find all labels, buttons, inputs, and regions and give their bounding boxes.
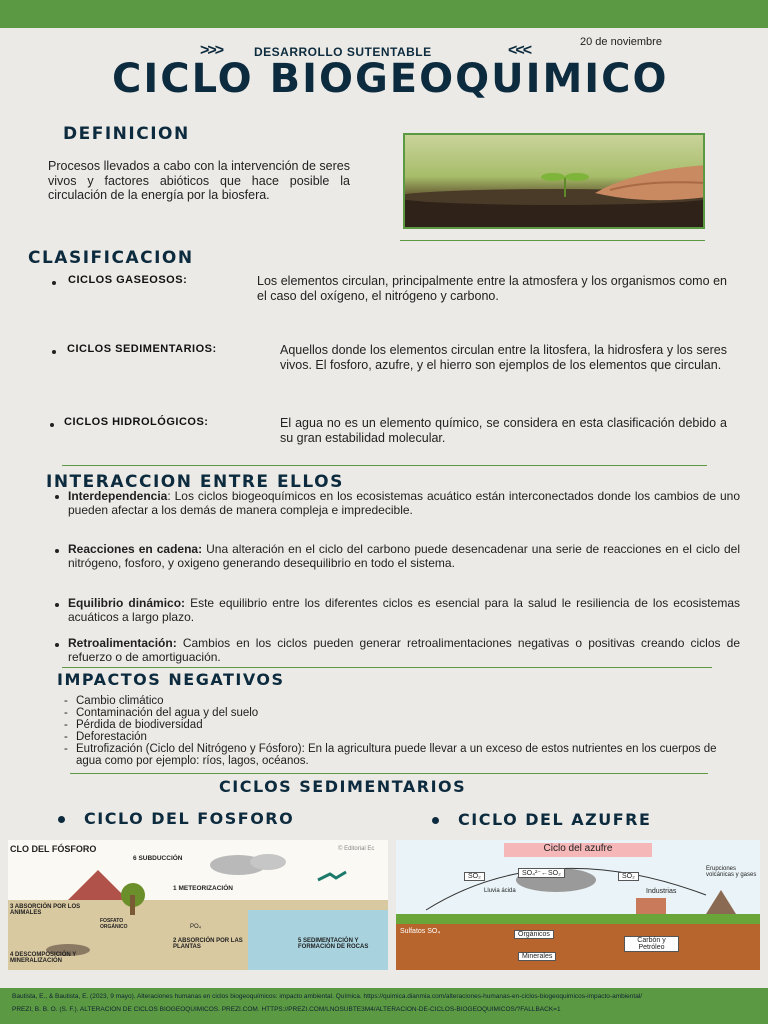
label-text: ABSORCIÓN POR LAS PLANTAS [173,938,243,950]
desc-hidrologicos: El agua no es un elemento químico, se considera en esta clasificación debido a su gran estabilidad molecular. [280,416,727,445]
label-number: 5 [298,938,302,944]
divider [400,240,705,241]
references-footer [0,988,768,1024]
list-item: - Pérdida de biodiversidad [64,719,744,731]
bullet [52,350,56,354]
diag-label: SO₂ [464,872,485,881]
bullet [55,495,59,499]
interaccion-term: Equilibrio dinámico: [68,596,186,610]
label-number: 3 [10,904,14,910]
interaccion-item [68,543,740,570]
subtitle: DESARROLLO SUTENTABLE [254,45,432,59]
bullet [55,549,59,553]
label-text: ABSORCIÓN POR LOS ANIMALES [10,904,81,916]
clasificacion-heading: CLASIFICACION [28,248,194,268]
diag-label [298,938,386,950]
diag-label: Minerales [518,952,556,961]
label-text: SUBDUCCIÓN [138,855,183,862]
impactos-list [64,695,744,767]
diag-label: Carbón y Petróleo [624,936,679,952]
diag-label: Industrias [646,888,677,895]
bullet [58,816,65,823]
interaccion-term: Interdependencia [68,489,168,503]
interaccion-item [68,637,740,664]
list-item: - Cambio climático [64,695,744,707]
interaccion-desc: Una alteración en el ciclo del carbono puede desencadenar una serie de reacciones en el ciclo del nitrógeno, fosforo, y oxigeno generando desequilibrio en todo el sistema. [68,542,740,570]
diag-label [10,904,105,916]
list-item: - Deforestación [64,731,744,743]
bullet [55,643,59,647]
fosforo-diagram-title: CLO DEL FÓSFORO [10,844,97,854]
label-number: 6 [133,855,137,862]
diag-label: SO₂ [618,872,639,881]
impactos-heading: IMPACTOS NEGATIVOS [57,670,285,689]
reference-1: Bautista, E., & Bautista, E. (2023, 9 mayo). Alteraciones humanas en ciclos biogeoquímicos: impacto ambiental. Química. https://quimica.dianmia.com/alteraciones-humanas-en-ciclos-biogeoquimicos-impacto-ambiental/ [12,993,643,1000]
top-banner [0,0,768,28]
diag-label: SO₄²⁻←SO₂ [518,868,565,878]
azufre-diagram-title: Ciclo del azufre [504,843,652,857]
bullet [50,423,54,427]
interaccion-desc: Cambios en los ciclos pueden generar retroalimentaciones negativas o positivas creando ciclos de refuerzo o de amortiguación. [68,636,740,664]
interaccion-item [68,490,740,517]
term-hidrologicos: CICLOS HIDROLÓGICOS: [64,416,209,428]
fosforo-diagram [8,840,388,970]
desc-gaseosos: Los elementos circulan, principalmente entre la atmosfera y los organismos como en el caso del oxígeno, el nitrógeno y carbono. [257,274,727,303]
desc-sedimentarios: Aquellos donde los elementos circulan entre la litosfera, la hidrosfera y los seres vivos. El fosforo, azufre, y el hierro son ejemplos de los elementos que circulan. [280,343,727,372]
diag-label [10,952,120,964]
reference-2: PREZI, B. B. O. (S. F.). ALTERACION DE CICLOS BIOGEOQUIMICOS. PREZI.COM. HTTPS://PREZI.COM/LNOSUBTE3M4/ALTERACION-DE-CICLOS-BIOGEOQUIMICOS/?FALLBACK=1 [12,1006,561,1013]
bullet [52,281,56,285]
bullet [55,603,59,607]
interaccion-item [68,597,740,624]
interaccion-term: Retroalimentación: [68,636,177,650]
term-gaseosos: CICLOS GASEOSOS: [68,274,188,286]
diag-label [173,885,233,892]
diag-label: Orgánicos [514,930,554,939]
date: 20 de noviembre [580,36,662,48]
seedling-photo [403,133,705,229]
page-title: CICLO BIOGEOQUIMICO [112,56,669,102]
bullet [432,817,439,824]
interaccion-desc: : Los ciclos biogeoquímicos en los ecosistemas acuático están interconectados donde los cambios de uno pueden afectar a los demás de manera compleja e impredecible. [68,489,740,517]
diag-label: Erupciones volcánicas y gases [706,866,757,878]
list-item: - Eutrofización (Ciclo del Nitrógeno y Fósforo): En la agricultura puede llevar a un exceso de estos nutrientes en los cuerpos de agua como por ejemplo: ríos, lagos, océanos. [64,743,744,767]
diag-label: Sulfatos SO₄ [400,928,441,935]
term-sedimentarios: CICLOS SEDIMENTARIOS: [67,343,217,355]
interaccion-desc: Este equilibrio entre los diferentes ciclos es esencial para la salud le resiliencia de los ecosistemas acuáticos a largo plazo. [68,596,740,624]
azufre-heading: CICLO DEL AZUFRE [458,810,652,829]
arrows-right: <<< [508,42,531,59]
divider [62,667,712,668]
diag-label: PO₄ [190,924,202,930]
interaccion-term: Reacciones en cadena: [68,542,203,556]
diag-label [173,938,258,950]
definicion-text: Procesos llevados a cabo con la intervención de seres vivos y factores abióticos que hace posible la circulación de la energía por la biosfera. [48,159,350,202]
list-item: - Contaminación del agua y del suelo [64,707,744,719]
diag-label: FOSFATO ORGÁNICO [100,918,128,930]
label-number: 2 [173,938,177,944]
label-number: 4 [10,952,14,958]
divider [70,773,708,774]
definicion-heading: DEFINICION [63,124,190,144]
diag-label: Lluvia ácida [484,888,516,894]
label-text: METEORIZACIÓN [178,885,233,892]
diag-label [133,855,183,862]
label-number: 1 [173,885,177,892]
fosforo-heading: CICLO DEL FOSFORO [84,809,295,828]
divider [62,465,707,466]
label-text: DESCOMPOSICIÓN Y MINERALIZACIÓN [10,952,77,964]
sedimentarios-heading: CICLOS SEDIMENTARIOS [219,777,467,796]
azufre-diagram [396,840,760,970]
interaccion-heading: INTERACCION ENTRE ELLOS [46,472,344,492]
arrows-left: >>> [200,42,223,59]
label-text: SEDIMENTACIÓN Y FORMACIÓN DE ROCAS [298,938,369,950]
watermark: © Editorial Ec [338,846,375,852]
